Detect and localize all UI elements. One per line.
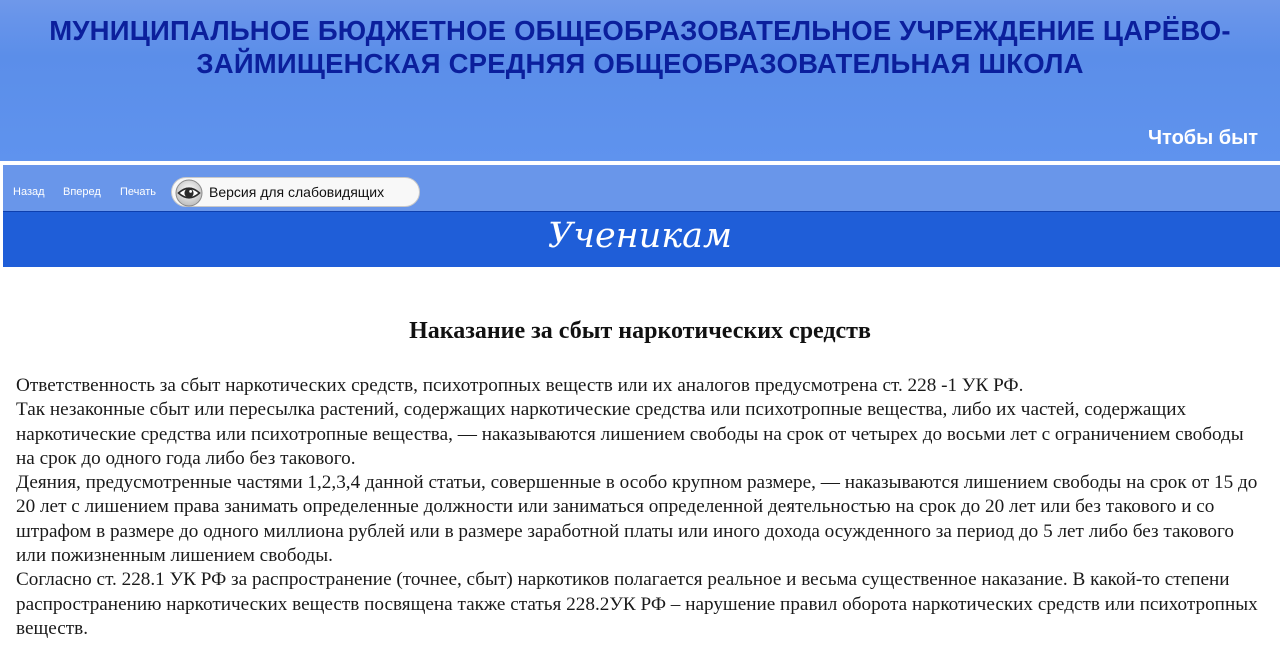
marquee bbox=[0, 125, 1270, 157]
article-title: Наказание за сбыт наркотических средств bbox=[409, 318, 871, 344]
eye-icon bbox=[175, 179, 203, 207]
article-paragraph: Деяния, предусмотренные частями 1,2,3,4 данной статьи, совершенные в особо крупном размере, — наказываются лишением свободы на срок от 15 до 20 лет с лишением права занимать определенные должности или заниматься определенной деятельностью на срок до 20 лет или без такового и со штрафом в размере до одного миллиона рублей или в размере заработной платы или иного дохода осужденного за период до 5 лет либо без такового или пожизненным лишением свободы. bbox=[16, 472, 1258, 567]
marquee-text: Чтобы быт bbox=[1148, 127, 1259, 149]
back-button[interactable]: Назад bbox=[13, 186, 45, 198]
section-banner bbox=[3, 211, 1280, 267]
site-header bbox=[0, 0, 1280, 161]
article-body bbox=[16, 374, 1266, 641]
article-paragraph: Ответственность за сбыт наркотических средств, психотропных веществ или их аналогов предусмотрена ст. 228 -1 УК РФ. bbox=[16, 375, 1024, 396]
article-paragraph: Согласно ст. 228.1 УК РФ за распространение (точнее, сбыт) наркотиков полагается реальное и весьма существенное наказание. В какой-то степени распространению наркотических веществ посвящена также статья 228.2УК РФ – нарушение правил оборота наркотических средств или психотропных веществ. bbox=[16, 569, 1258, 639]
section-title: Ученикам bbox=[547, 216, 733, 256]
low-vision-label: Версия для слабовидящих bbox=[209, 184, 385, 200]
article-paragraph: Так незаконные сбыт или пересылка растений, содержащих наркотические средства или психотропные вещества, либо их частей, содержащих наркотические средства или психотропные вещества, — наказываются лишением свободы на срок от четырех до восьми лет с ограничением свободы на срок до одного года либо без такового. bbox=[16, 399, 1244, 469]
forward-button[interactable]: Вперед bbox=[63, 186, 101, 198]
school-name-title: МУНИЦИПАЛЬНОЕ БЮДЖЕТНОЕ ОБЩЕОБРАЗОВАТЕЛЬНОЕ УЧРЕЖДЕНИЕ ЦАРЁВО-ЗАЙМИЩЕНСКАЯ СРЕДНЯЯ ОБЩЕОБРАЗОВАТЕЛЬНАЯ ШКОЛА bbox=[49, 15, 1231, 79]
print-button[interactable]: Печать bbox=[120, 186, 157, 198]
low-vision-version-button[interactable] bbox=[171, 177, 420, 207]
toolbar bbox=[3, 165, 1280, 211]
